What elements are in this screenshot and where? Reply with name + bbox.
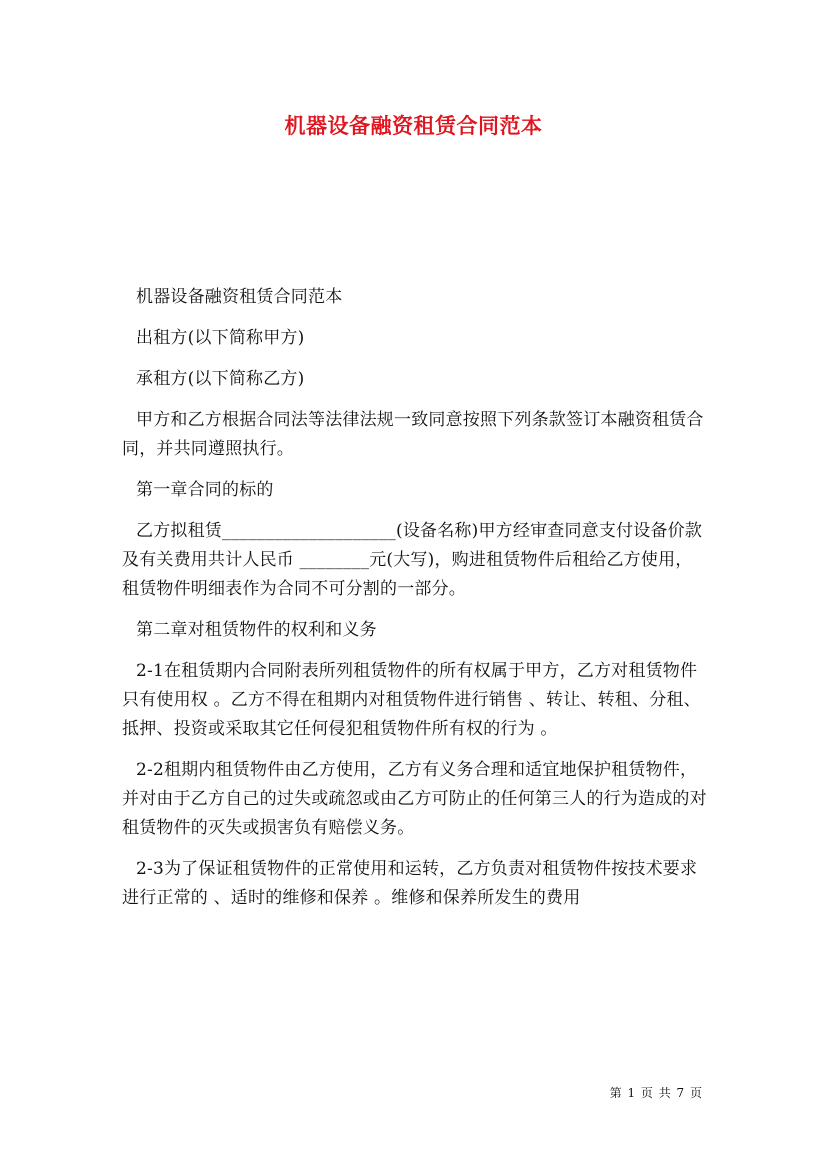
paragraph-lessee: 承租方(以下简称乙方) [136, 369, 305, 389]
clause-2-1: 2-1在租赁期内合同附表所列租赁物件的所有权属于甲方，乙方对租赁物件只有使用权 。乙方不得在租期内对租赁物件进行销售 、转让、转租、分租、抵押、投资或采取其它任何侵犯租赁物件所有权的行为 。 [122, 661, 701, 739]
chapter-2-heading: 第二章对租赁物件的权利和义务 [136, 620, 377, 640]
paragraph-lessor: 出租方(以下简称甲方) [136, 328, 305, 348]
page-number-footer: 第 1 页 共 7 页 [609, 1086, 702, 1100]
document-title: 机器设备融资租赁合同范本 [284, 113, 543, 138]
paragraph-heading-repeat: 机器设备融资租赁合同范本 [136, 287, 343, 307]
paragraph-preamble: 甲方和乙方根据合同法等法律法规一致同意按照下列条款签订本融资租赁合同，并共同遵照执行。 [122, 410, 704, 459]
document-body [122, 283, 708, 925]
clause-2-2: 2-2租期内租赁物件由乙方使用，乙方有义务合理和适宜地保护租赁物件，并对由于乙方自己的过失或疏忽或由乙方可防止的任何第三人的行为造成的对租赁物件的灭失或损害负有赔偿义务。 [122, 760, 707, 838]
clause-2-3: 2-3为了保证租赁物件的正常使用和运转，乙方负责对租赁物件按技术要求进行正常的 、适时的维修和保养 。维修和保养所发生的费用 [122, 859, 698, 908]
chapter-1-heading: 第一章合同的标的 [136, 480, 274, 500]
paragraph-subject: 乙方拟租赁____________________(设备名称)甲方经审查同意支付设备价款及有关费用共计人民币 ________元(大写)，购进租赁物件后租给乙方使用，租赁物件明细表作为合同不可分割的一部分。 [122, 521, 703, 599]
